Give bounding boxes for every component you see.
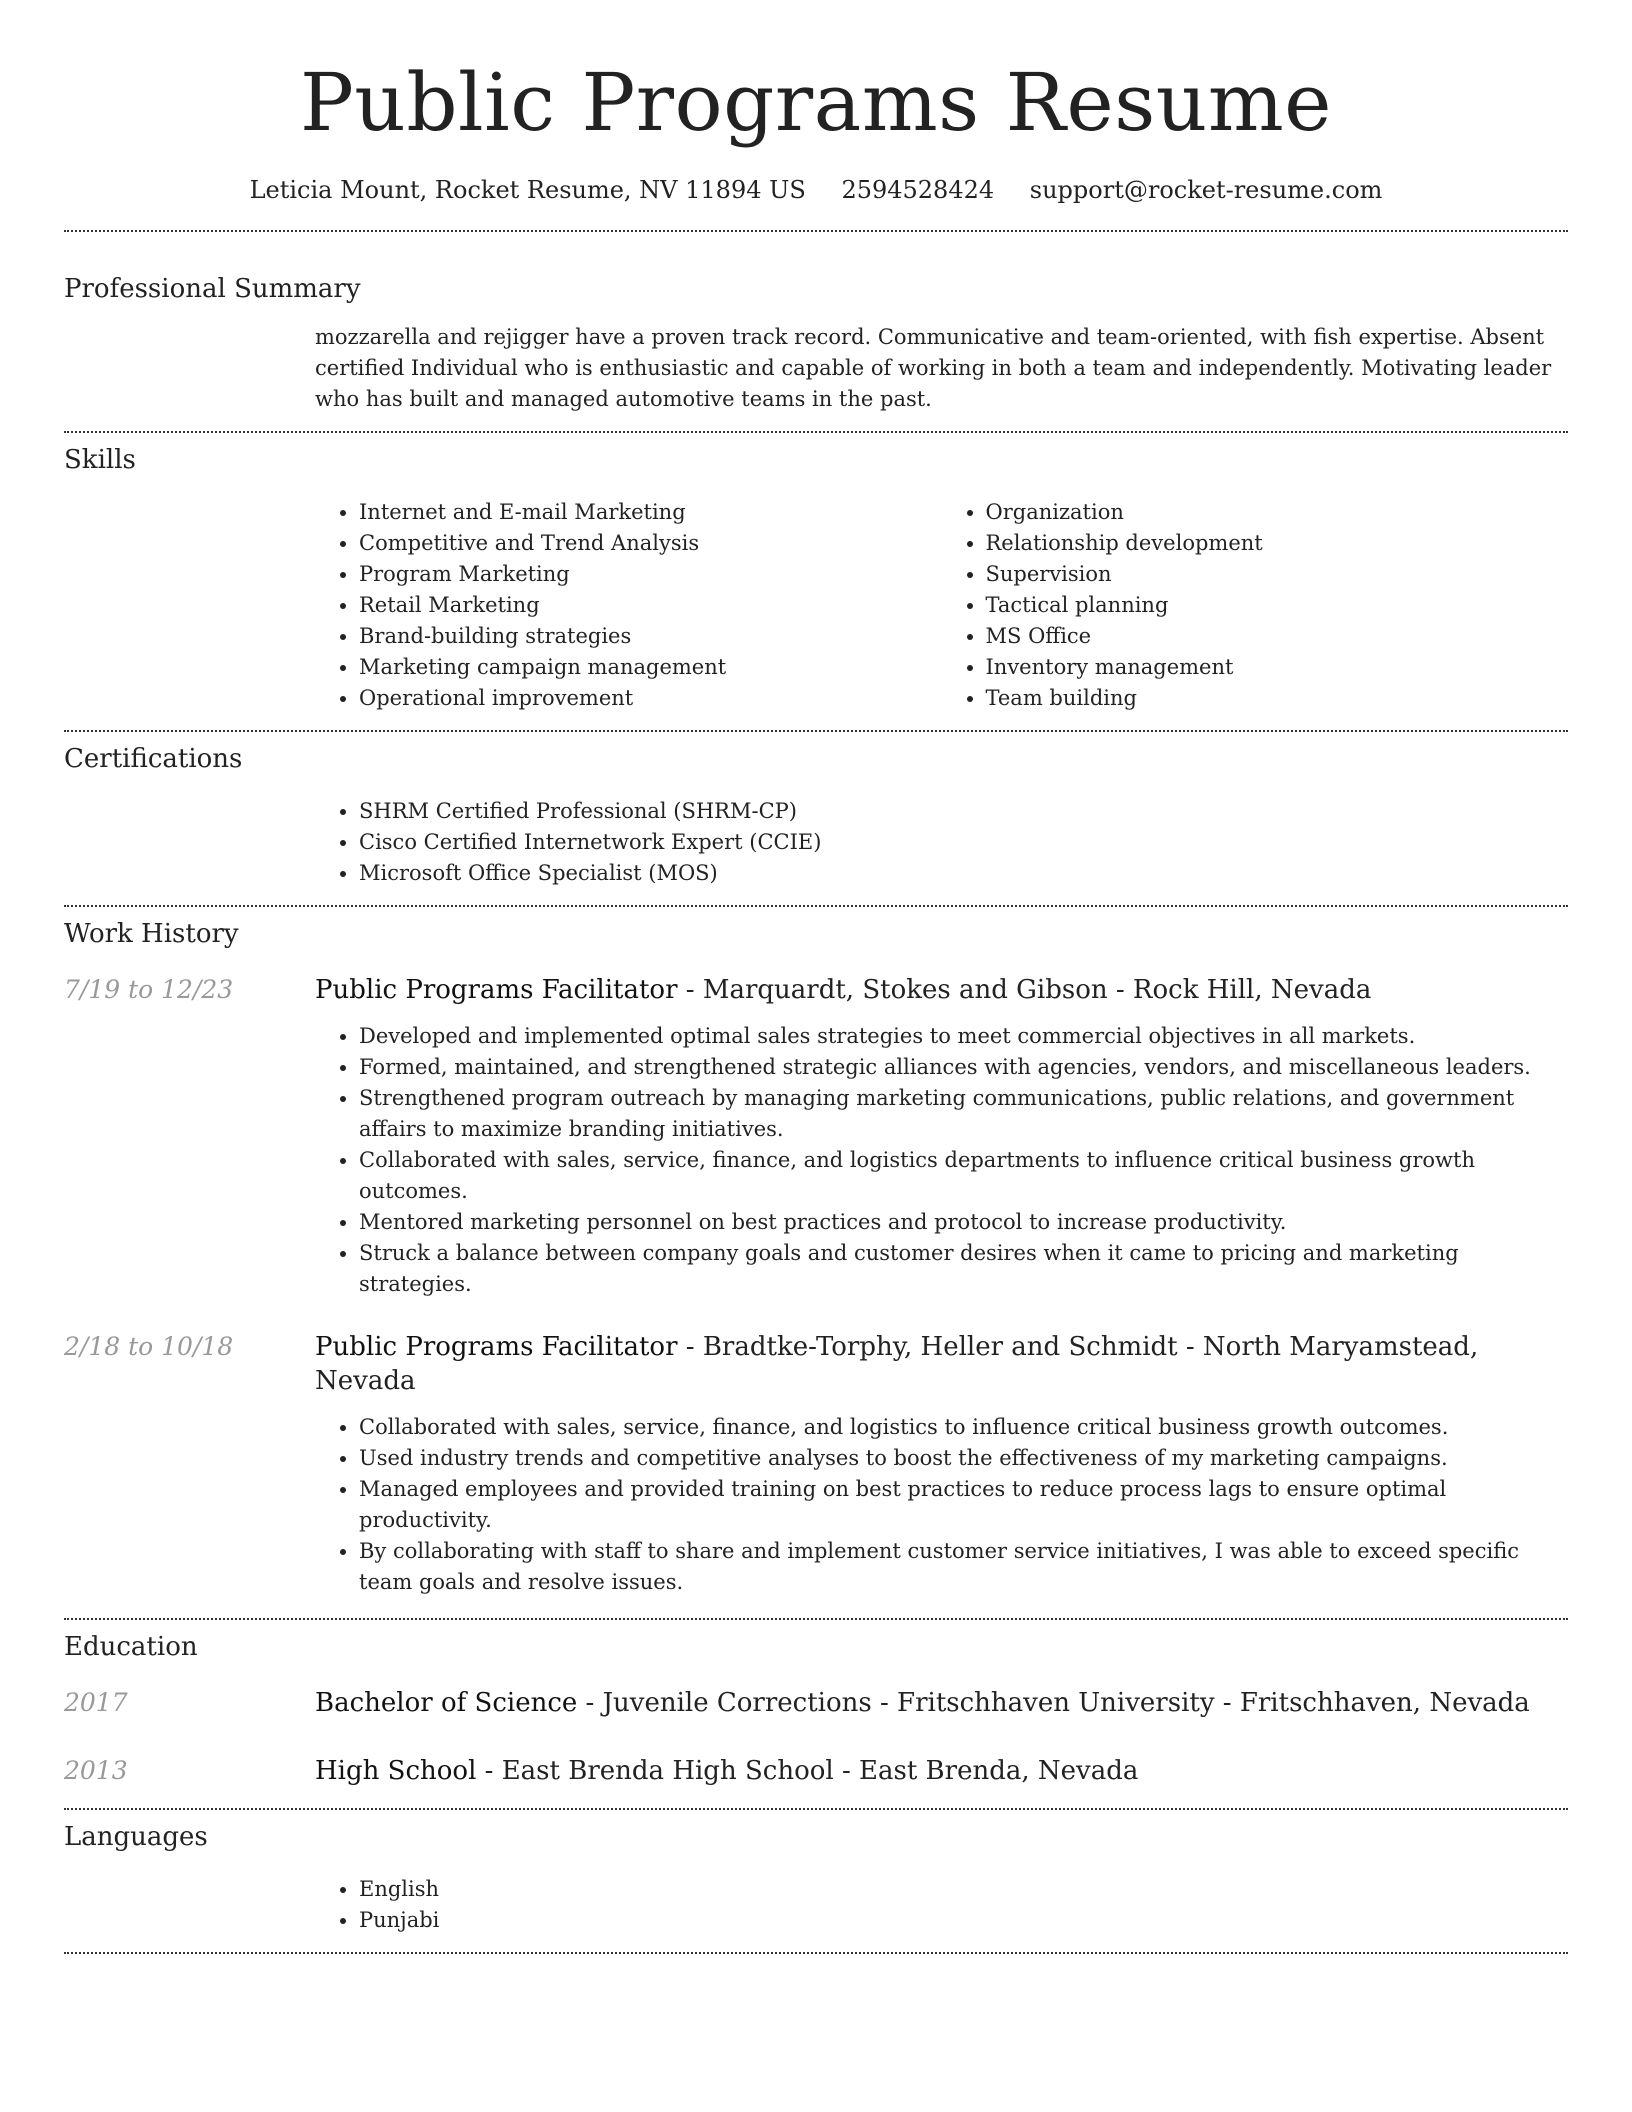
languages-section xyxy=(64,1810,1568,1936)
job-heading xyxy=(315,1330,1568,1398)
certifications-content xyxy=(315,796,1568,889)
education-year: 2017 xyxy=(64,1688,128,1717)
list-item: • Relationship development xyxy=(986,528,1569,559)
list-item: • Collaborated with sales, service, finance, and logistics to influence critical business growth outcomes. xyxy=(359,1412,1568,1443)
list-item: • Organization xyxy=(986,497,1569,528)
list-item: • Program Marketing xyxy=(359,559,942,590)
divider xyxy=(64,1952,1568,1954)
skills-section xyxy=(64,433,1568,714)
section-heading-summary: Professional Summary xyxy=(64,274,361,304)
job-employer: - Bradtke-Torphy, Heller and Schmidt - North Maryamstead, Nevada xyxy=(315,1332,1479,1396)
job-title: Public Programs Facilitator xyxy=(315,975,678,1005)
list-item: • English xyxy=(359,1874,1568,1905)
job-entry xyxy=(64,973,1568,1300)
list-item: • Punjabi xyxy=(359,1905,1568,1936)
education-entry xyxy=(64,1754,1568,1788)
section-heading-certifications: Certifications xyxy=(64,744,243,774)
education-entry xyxy=(64,1686,1568,1720)
list-item: • Brand-building strategies xyxy=(359,621,942,652)
education-degree: Bachelor of Science xyxy=(315,1688,578,1718)
list-item: • Competitive and Trend Analysis xyxy=(359,528,942,559)
certifications-list xyxy=(315,796,1568,889)
list-item: • Microsoft Office Specialist (MOS) xyxy=(359,858,1568,889)
list-item: • MS Office xyxy=(986,621,1569,652)
list-item: • Marketing campaign management xyxy=(359,652,942,683)
page-title: Public Programs Resume xyxy=(299,56,1333,149)
section-heading-education: Education xyxy=(64,1632,198,1662)
list-item: • Managed employees and provided training on best practices to reduce process lags to ensure optimal productivity. xyxy=(359,1474,1568,1536)
list-item: • Operational improvement xyxy=(359,683,942,714)
list-item: • Inventory management xyxy=(986,652,1569,683)
education-school: - East Brenda High School - East Brenda, Nevada xyxy=(476,1756,1139,1786)
summary-section xyxy=(64,232,1568,415)
job-body xyxy=(315,1330,1568,1598)
list-item: • Internet and E-mail Marketing xyxy=(359,497,942,528)
education-heading xyxy=(315,1754,1568,1788)
education-heading xyxy=(315,1686,1568,1720)
education-degree: High School xyxy=(315,1756,477,1786)
skills-columns xyxy=(315,497,1568,714)
certifications-section xyxy=(64,732,1568,889)
job-entry xyxy=(64,1330,1568,1598)
job-dates: 2/18 to 10/18 xyxy=(64,1332,234,1361)
skills-list-left xyxy=(315,497,942,714)
work-section xyxy=(64,907,1568,1598)
list-item: • Mentored marketing personnel on best practices and protocol to increase productivity. xyxy=(359,1207,1568,1238)
section-heading-work: Work History xyxy=(64,919,239,949)
summary-text: mozzarella and rejigger have a proven track record. Communicative and team-oriented, with fish expertise. Absent certified Individual who is enthusiastic and capable of working in both a team and independently. Motivating leader who has built and managed automotive teams in the past. xyxy=(315,325,1552,411)
list-item: • Team building xyxy=(986,683,1569,714)
job-dates: 7/19 to 12/23 xyxy=(64,975,234,1004)
job-bullets xyxy=(315,1021,1568,1300)
list-item: • Developed and implemented optimal sales strategies to meet commercial objectives in all markets. xyxy=(359,1021,1568,1052)
list-item: • Collaborated with sales, service, finance, and logistics departments to influence critical business growth outcomes. xyxy=(359,1145,1568,1207)
list-item: • By collaborating with staff to share and implement customer service initiatives, I was able to exceed specific team goals and resolve issues. xyxy=(359,1536,1568,1598)
list-item: • Retail Marketing xyxy=(359,590,942,621)
contact-email: support@rocket-resume.com xyxy=(1029,176,1383,204)
resume-page xyxy=(64,0,1568,1954)
contact-line xyxy=(64,174,1568,206)
languages-list xyxy=(315,1874,1568,1936)
contact-address: Leticia Mount, Rocket Resume, NV 11894 US xyxy=(249,176,806,204)
job-bullets xyxy=(315,1412,1568,1598)
education-section xyxy=(64,1620,1568,1788)
list-item: • Tactical planning xyxy=(986,590,1569,621)
list-item: • Cisco Certified Internetwork Expert (CCIE) xyxy=(359,827,1568,858)
skills-list-right xyxy=(942,497,1569,714)
list-item: • Formed, maintained, and strengthened strategic alliances with agencies, vendors, and miscellaneous leaders. xyxy=(359,1052,1568,1083)
education-year: 2013 xyxy=(64,1756,128,1785)
list-item: • Used industry trends and competitive analyses to boost the effectiveness of my marketing campaigns. xyxy=(359,1443,1568,1474)
list-item: • SHRM Certified Professional (SHRM-CP) xyxy=(359,796,1568,827)
list-item: • Strengthened program outreach by managing marketing communications, public relations, and government affairs to maximize branding initiatives. xyxy=(359,1083,1568,1145)
section-heading-languages: Languages xyxy=(64,1822,208,1852)
list-item: • Supervision xyxy=(986,559,1569,590)
languages-content xyxy=(315,1874,1568,1936)
list-item: • Struck a balance between company goals and customer desires when it came to pricing and marketing strategies. xyxy=(359,1238,1568,1300)
education-school: - Juvenile Corrections - Fritschhaven University - Fritschhaven, Nevada xyxy=(577,1688,1530,1718)
job-body xyxy=(315,973,1568,1300)
job-title: Public Programs Facilitator xyxy=(315,1332,678,1362)
contact-phone: 2594528424 xyxy=(841,176,995,204)
job-heading xyxy=(315,973,1568,1007)
job-employer: - Marquardt, Stokes and Gibson - Rock Hill, Nevada xyxy=(677,975,1372,1005)
section-heading-skills: Skills xyxy=(64,445,136,475)
